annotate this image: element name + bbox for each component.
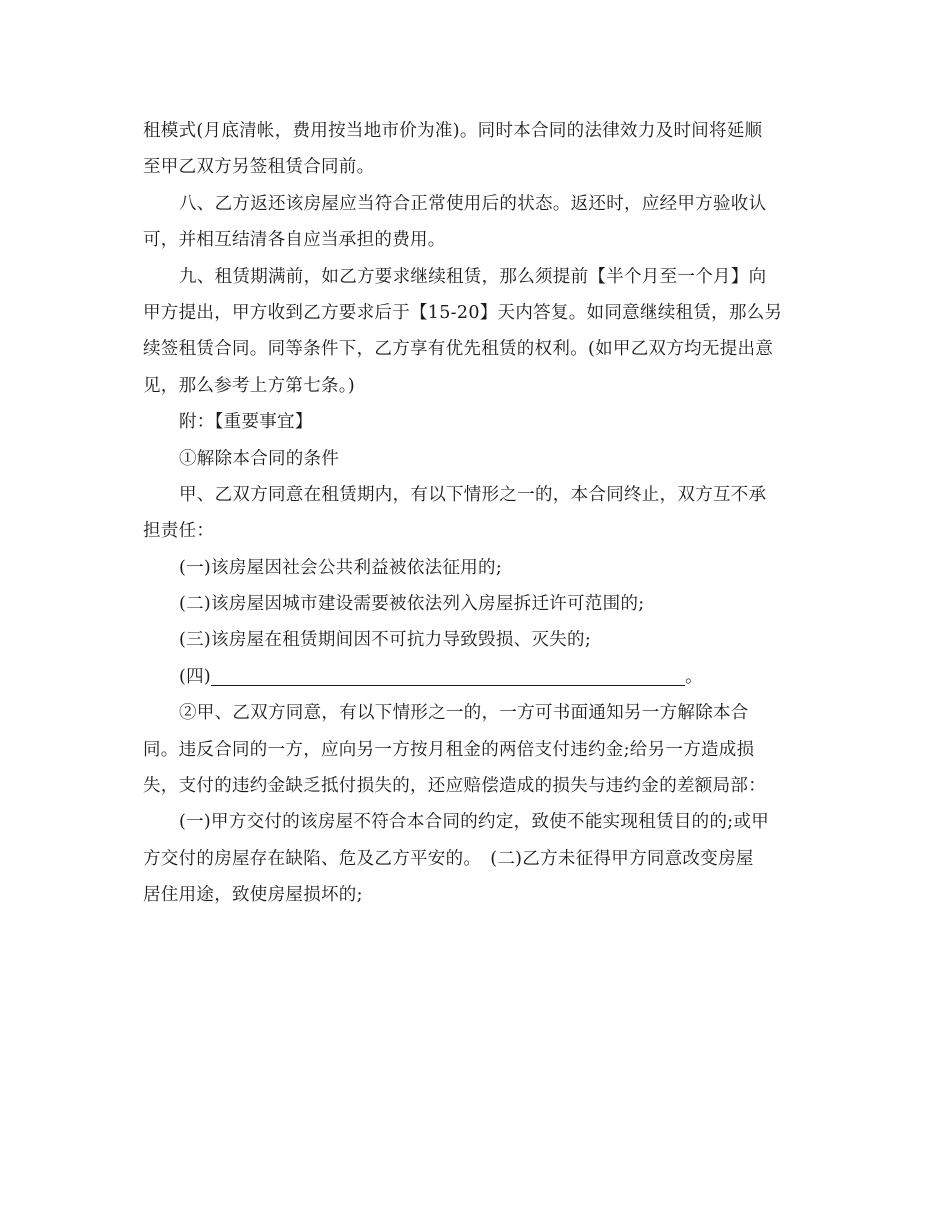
appendix-heading: 附：【重要事宜】 xyxy=(179,412,313,433)
section-heading: ①解除本合同的条件 xyxy=(179,448,340,469)
paragraph-line: 甲方提出，甲方收到乙方要求后于【15-20】天内答复。如同意继续租赁，那么另 xyxy=(143,302,783,323)
list-item: (二)该房屋因城市建设需要被依法列入房屋拆迁许可范围的; xyxy=(179,594,645,615)
paragraph-line: 租模式(月底清帐，费用按当地市价为准)。同时本合同的法律效力及时间将延顺 xyxy=(143,121,763,141)
fill-in-blank xyxy=(211,665,685,686)
paragraph-line: 至甲乙双方另签租赁合同前。 xyxy=(143,157,375,178)
blank-item-prefix: (四) xyxy=(179,666,212,687)
paragraph-line: 续签租赁合同。同等条件下，乙方享有优先租赁的权利。(如甲乙双方均无提出意 xyxy=(143,339,774,360)
blank-item-suffix: 。 xyxy=(685,666,703,687)
paragraph-line: 见，那么参考上方第七条。) xyxy=(143,375,355,396)
list-item-blank xyxy=(143,659,803,695)
list-item: (一)甲方交付的该房屋不符合本合同的约定，致使不能实现租赁目的的;或甲 xyxy=(179,812,770,833)
section-heading: ②甲、乙双方同意，有以下情形之一的，一方可书面通知另一方解除本合 xyxy=(179,703,749,724)
list-item: (一)该房屋因社会公共利益被依法征用的; xyxy=(179,557,503,578)
paragraph-line: 居住用途，致使房屋损坏的; xyxy=(143,885,363,906)
paragraph-line: 失，支付的违约金缺乏抵付损失的，还应赔偿造成的损失与违约金的差额局部： xyxy=(143,776,766,797)
list-item: (三)该房屋在租赁期间因不可抗力导致毁损、灭失的; xyxy=(179,630,592,651)
document-body xyxy=(143,113,803,914)
paragraph-line: 同。违反合同的一方，应向另一方按月租金的两倍支付违约金;给另一方造成损 xyxy=(143,739,755,760)
paragraph-line: 甲、乙双方同意在租赁期内，有以下情形之一的，本合同终止，双方互不承 xyxy=(179,484,767,505)
paragraph-line: 可，并相互结清各自应当承担的费用。 xyxy=(143,230,446,251)
paragraph-line: 担责任： xyxy=(143,521,215,542)
paragraph-line: 方交付的房屋存在缺陷、危及乙方平安的。 (二)乙方未征得甲方同意改变房屋 xyxy=(143,848,754,869)
clause-eight: 八、乙方返还该房屋应当符合正常使用后的状态。返还时，应经甲方验收认 xyxy=(179,193,767,214)
clause-nine: 九、租赁期满前，如乙方要求继续租赁，那么须提前【半个月至一个月】向 xyxy=(179,266,767,287)
